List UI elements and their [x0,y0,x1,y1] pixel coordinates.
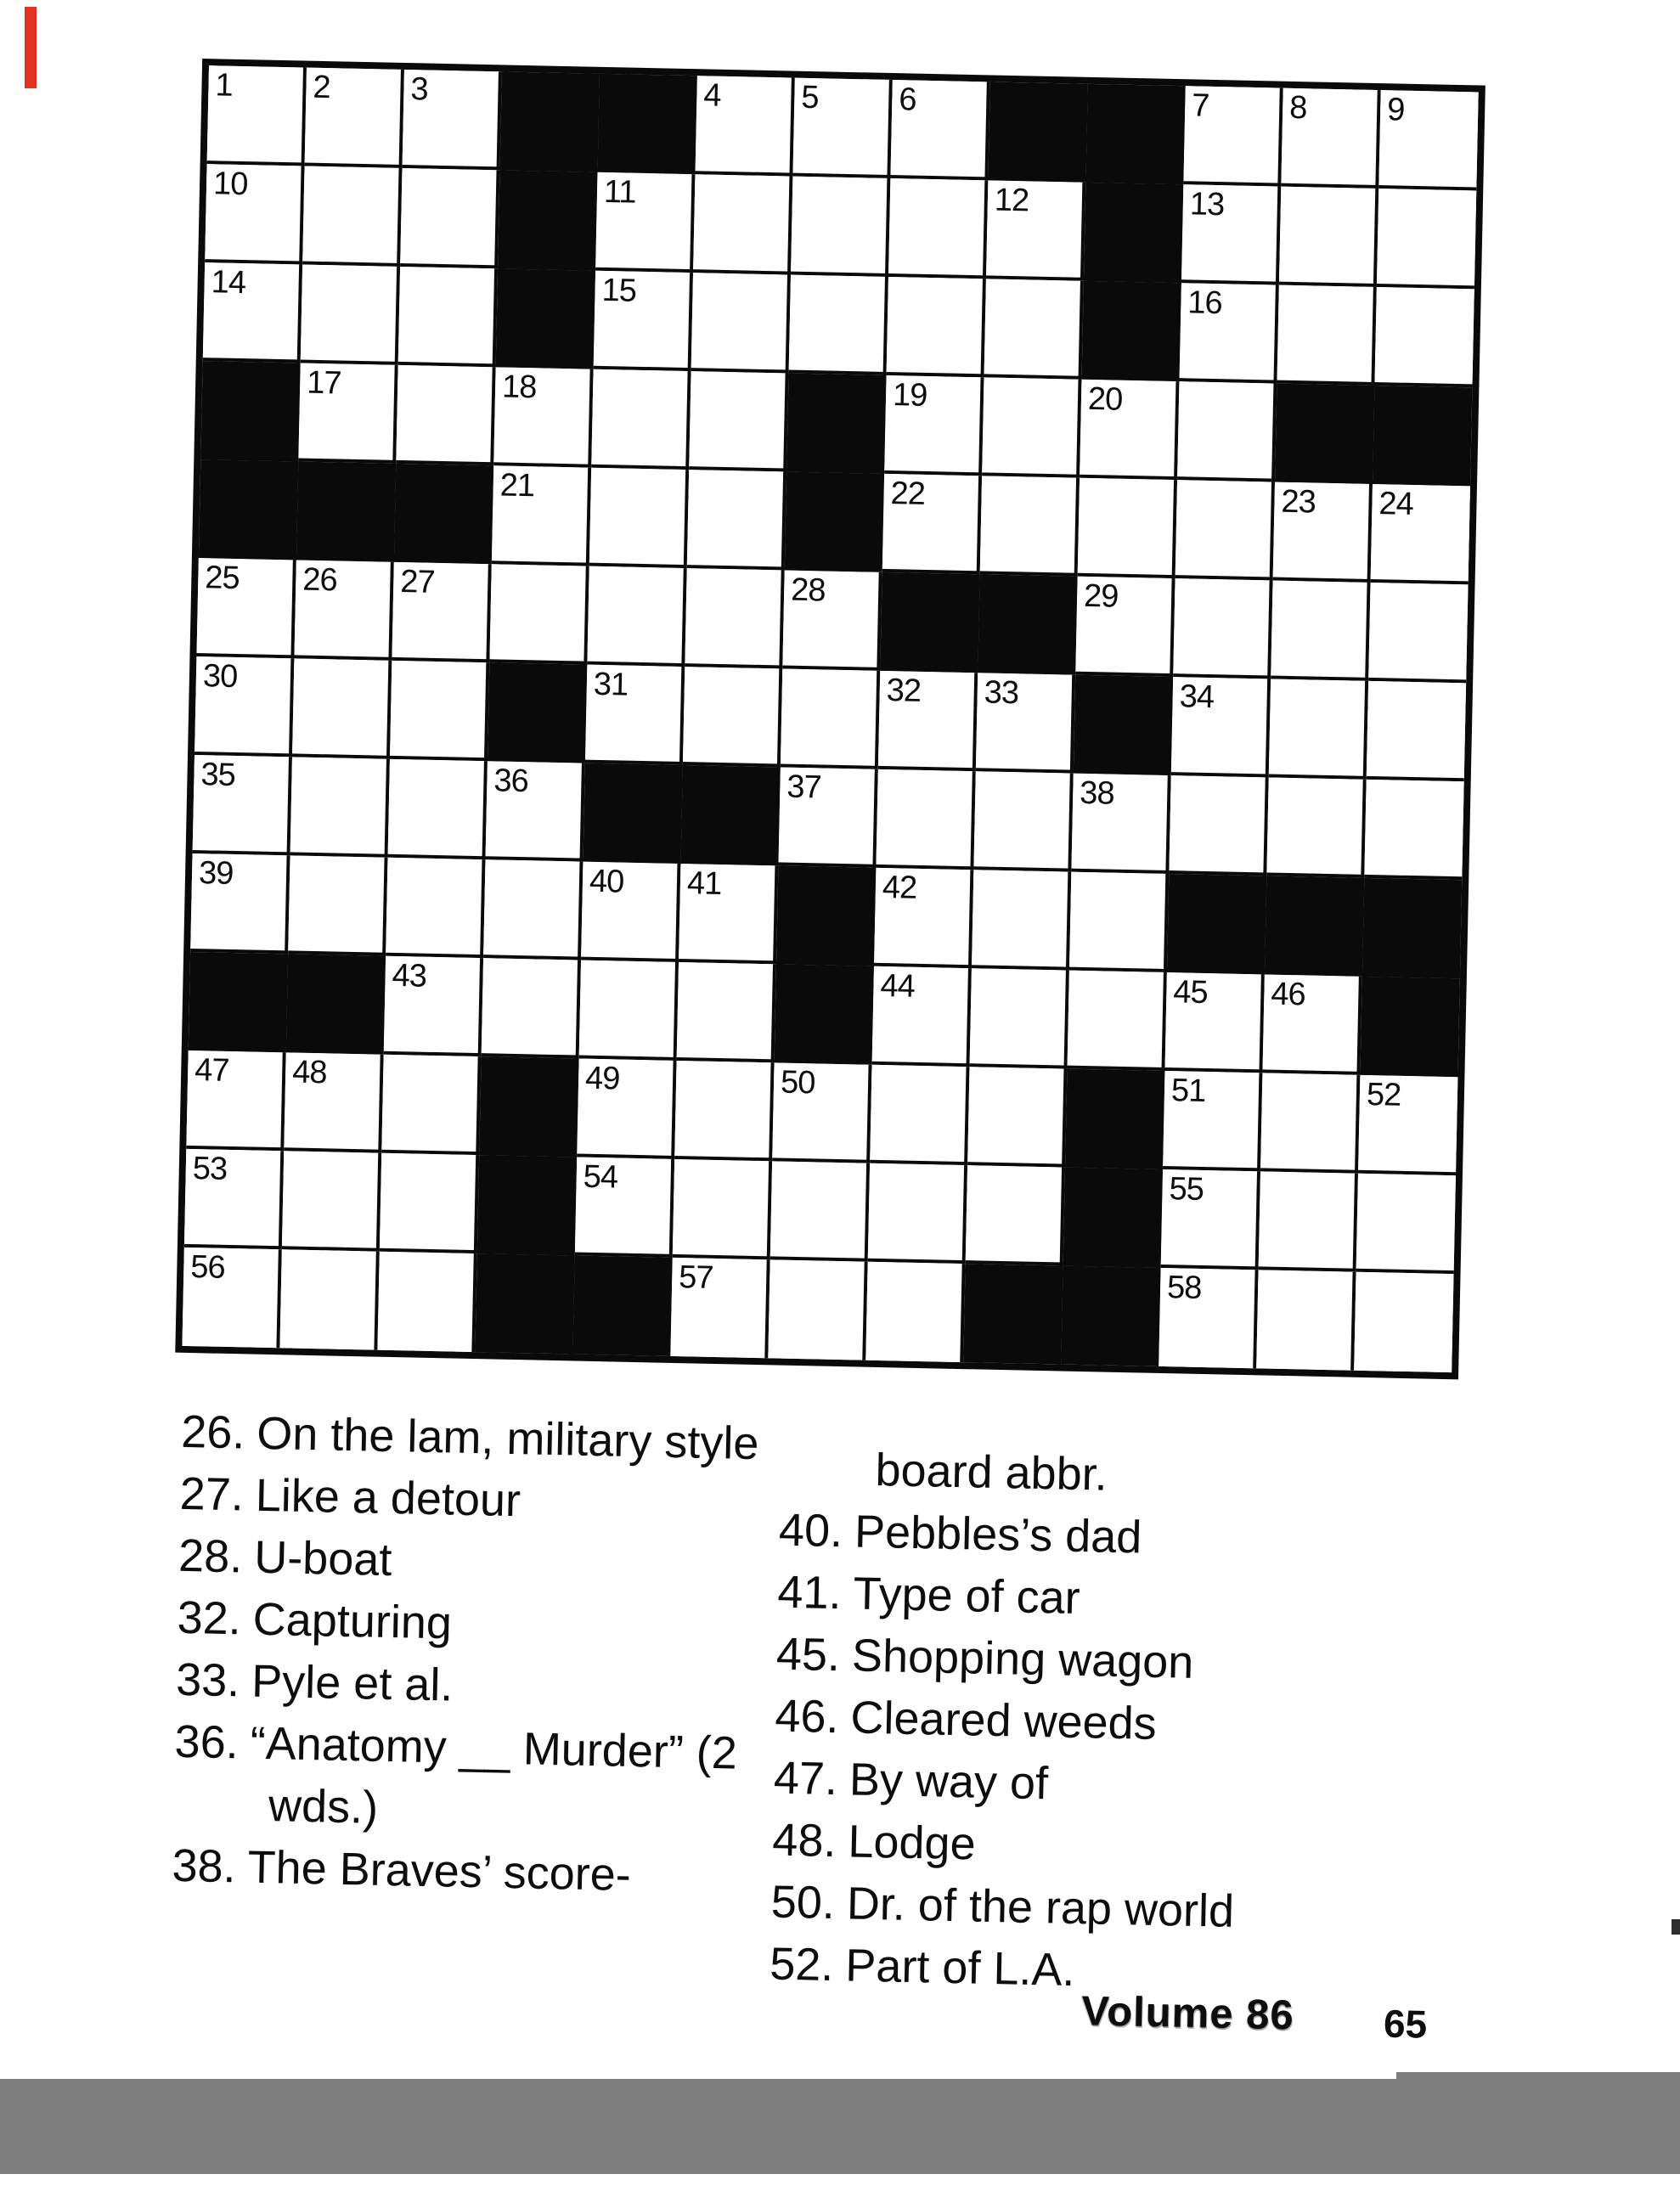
cell-number: 58 [1166,1270,1202,1306]
grid-cell [403,70,502,170]
grid-cell [868,1163,967,1264]
grid-cell [1078,478,1177,578]
grid-cell [670,1258,770,1358]
grid-cell [486,761,585,861]
grid-cell [190,853,290,954]
grid-cell [874,868,973,968]
cell-number: 42 [882,869,917,906]
cell-number: 54 [583,1158,618,1196]
grid-cell [589,468,689,568]
clue-text: Pebbles’s dad [854,1506,1142,1563]
grid-cell-black [394,464,493,564]
page-edge-notch [1672,1919,1680,1935]
grid-cell [1374,287,1474,387]
grid-cell [585,665,685,765]
down-clues-right-column [770,1438,1444,2009]
grid-cell [1377,189,1476,289]
cell-number: 8 [1288,89,1307,127]
grid-cell [781,668,880,769]
cell-number: 41 [686,865,722,903]
grid-cell [1259,1171,1358,1271]
cell-number: 48 [291,1054,327,1091]
grid-cell [982,377,1081,477]
grid-cell-black [496,268,595,369]
grid-cell [789,275,888,375]
grid-cell [587,566,686,667]
grid-cell-black [488,662,587,763]
grid-cell [193,755,292,855]
grid-cell [876,769,975,870]
cell-number: 9 [1386,92,1405,128]
grid-cell [973,771,1073,871]
grid-cell [1175,480,1275,580]
grid-cell-black [1085,84,1185,184]
grid-cell [1273,482,1373,583]
grid-cell-black [199,459,298,560]
grid-cell [1368,583,1468,683]
cell-number: 5 [800,79,819,116]
cell-number: 11 [603,173,636,211]
grid-cell-black [978,574,1077,674]
grid-cell [884,375,984,476]
grid-cell [1354,1272,1453,1372]
clue-number: 48. [771,1814,837,1867]
grid-cell-black [1275,384,1374,484]
grid-cell-black [880,572,979,673]
grid-cell [772,1062,871,1163]
clue-number: 50. [770,1876,836,1929]
grid-cell [1256,1270,1356,1370]
grid-cell [1358,1075,1457,1175]
clue-item [172,1835,767,1910]
grid-cell [398,267,498,367]
grid-cell [683,667,782,767]
cell-number: 35 [200,757,236,793]
grid-cell [290,757,390,857]
grid-cell [292,658,392,758]
grid-cell [1260,1073,1360,1173]
clue-text: Pyle et al. [251,1655,454,1711]
grid-cell [284,1052,383,1152]
grid-cell [203,262,302,363]
grid-cell [1068,971,1167,1071]
grid-cell-black [1362,878,1462,978]
grid-cell [1171,677,1271,777]
grid-cell-black [500,71,600,172]
grid-cell [581,862,680,962]
clue-number: 32. [177,1591,242,1645]
clue-number: 38. [172,1839,237,1893]
grid-cell [865,1262,965,1362]
grid-cell [1075,577,1175,677]
clue-text: The Braves’ score- [247,1841,632,1901]
clue-number: 36. [174,1715,240,1769]
grid-cell [970,968,1069,1068]
grid-cell-black [775,964,874,1064]
grid-cell [770,1161,870,1261]
grid-cell [575,1157,674,1258]
grid-cell [976,673,1075,773]
grid-cell [377,1252,476,1352]
grid-cell-black [479,1056,578,1157]
grid-cell [400,168,499,268]
grid-cell [967,1067,1067,1167]
grid-cell-black [200,361,300,461]
grid-cell-black [1082,281,1181,381]
grid-cell [1281,88,1380,189]
grid-cell-black [597,74,696,174]
cell-number: 33 [984,674,1019,712]
grid-cell [792,78,892,178]
grid-cell [677,962,776,1062]
grid-cell-black [583,763,682,864]
grid-cell [1367,681,1466,781]
grid-cell [984,279,1084,379]
scan-red-edge-mark [25,7,37,88]
cell-number: 57 [678,1259,713,1296]
clue-number: 33. [175,1653,240,1707]
grid-cell-black [296,461,396,561]
grid-cell [288,855,387,955]
grid-cell [1364,780,1463,880]
cell-number: 7 [1191,87,1209,124]
cell-number: 23 [1281,483,1316,521]
clue-text: Part of L.A. [844,1940,1076,1997]
scanner-gray-bar-right [1396,2072,1680,2174]
clue-number: 28. [178,1529,243,1583]
grid-cell [493,367,593,467]
grid-cell [186,1050,285,1151]
grid-cell-black [1265,876,1364,976]
grid-cell [1371,484,1470,584]
cell-number: 45 [1172,974,1209,1011]
grid-cell [882,474,982,574]
crossword-grid [175,59,1486,1379]
grid-cell [1173,578,1272,679]
grid-cell-black [1074,675,1173,775]
grid-cell [687,470,786,570]
grid-cell [679,864,778,964]
cell-number: 17 [306,364,341,402]
cell-number: 21 [499,467,535,504]
grid-cell-black [1167,874,1266,974]
grid-cell-black [189,952,288,1052]
grid-cell [872,966,972,1067]
down-clues-left-column [172,1401,776,1910]
cell-number: 2 [313,69,331,106]
grid-cell [386,858,485,958]
clue-number: 47. [773,1752,838,1805]
cell-number: 28 [790,572,826,609]
clue-text: Cleared weeds [849,1692,1158,1749]
volume-label: Volume 86 [1080,1988,1295,2039]
cell-number: 14 [211,264,246,301]
grid-cell [577,1059,676,1159]
grid-cell [182,1248,281,1348]
grid-cell [1164,972,1264,1073]
grid-cell-black [1061,1266,1160,1366]
grid-cell [1277,285,1376,386]
grid-cell [1169,775,1268,876]
grid-cell [1159,1268,1258,1368]
scanner-gray-bar-left [0,2079,1396,2174]
clue-text: “Anatomy __ Murder” (2 wds.) [250,1717,738,1833]
grid-cell [693,174,792,274]
grid-cell [1262,974,1361,1074]
cell-number: 30 [202,658,238,696]
grid-cell [390,661,489,761]
cell-number: 32 [886,673,922,709]
grid-cell [691,273,791,373]
grid-cell [1080,380,1179,480]
cell-number: 53 [192,1151,228,1187]
grid-cell [282,1151,381,1251]
clue-item [172,1711,770,1848]
cell-number: 20 [1087,380,1123,418]
grid-cell [888,178,988,279]
grid-cell-black [988,82,1087,182]
grid-cell-black [498,170,597,270]
cell-number: 13 [1189,186,1225,223]
grid-cell-black [572,1256,672,1356]
grid-cell [1356,1174,1456,1274]
grid-cell [791,177,890,277]
grid-cell-black [680,765,780,865]
grid-cell [1279,187,1378,287]
grid-cell [878,671,978,771]
cell-number: 26 [302,561,338,599]
clue-text: board abbr. [874,1444,1108,1501]
cell-number: 25 [204,560,240,597]
clue-text: Capturing [252,1593,453,1649]
grid-cell [1071,774,1170,874]
cell-number: 27 [399,564,436,600]
cell-number: 37 [786,769,822,806]
grid-cell-black [963,1264,1063,1364]
cell-number: 43 [392,957,427,994]
cell-number: 15 [601,272,637,309]
grid-cell [768,1259,867,1360]
clue-text: Type of car [852,1568,1081,1625]
grid-cell-black [1065,1069,1164,1169]
grid-cell [1271,581,1370,681]
grid-cell [1269,679,1368,780]
cell-number: 6 [898,82,916,118]
grid-cell [384,956,483,1056]
grid-cell-black [786,374,886,474]
cell-number: 51 [1170,1073,1206,1110]
grid-cell-black [477,1155,577,1255]
cell-number: 18 [501,369,537,406]
grid-cell [972,870,1071,970]
clue-text: Like a detour [255,1469,521,1527]
grid-cell-black [286,954,386,1054]
cell-number: 39 [198,855,234,892]
cell-number: 19 [892,377,927,414]
grid-cell [887,277,986,377]
grid-cell-black [1373,386,1472,486]
grid-cell [870,1065,969,1165]
grid-cell [782,570,882,670]
grid-cell [388,759,488,859]
cell-number: 22 [890,476,926,512]
cell-number: 29 [1083,577,1119,615]
cell-number: 10 [212,166,248,203]
cell-number: 52 [1366,1076,1401,1113]
clue-number: 41. [776,1566,843,1619]
clue-number: 45. [775,1628,841,1681]
grid-cell-black [776,865,876,966]
grid-cell-black [1063,1168,1163,1268]
cell-number: 1 [215,67,234,104]
grid-cell [595,172,695,273]
cell-number: 24 [1378,486,1414,522]
grid-cell [673,1159,772,1259]
grid-cell [483,859,583,960]
grid-cell [591,369,691,470]
cell-number: 16 [1187,284,1223,322]
grid-cell [579,960,679,1061]
grid-cell [194,656,294,757]
cell-number: 40 [589,863,624,900]
grid-cell [205,164,304,264]
clue-text: Dr. of the rap world [846,1878,1235,1937]
grid-cell [594,271,693,371]
cell-number: 55 [1169,1171,1204,1208]
clue-number: 26. [180,1405,246,1459]
grid-cell [396,365,495,465]
grid-cell [1179,283,1278,383]
grid-cell [685,568,784,668]
grid-cell [302,166,402,267]
grid-cell [196,558,296,658]
grid-cell [492,465,591,566]
clue-text: By way of [848,1754,1049,1810]
grid-cell [1378,90,1478,190]
clue-text: On the lam, military style [256,1407,760,1470]
grid-cell [1161,1169,1260,1270]
grid-cell [778,767,877,867]
grid-cell [392,562,491,662]
cell-number: 47 [194,1052,229,1089]
clue-number: 40. [778,1504,843,1557]
grid-cell [1163,1071,1262,1171]
cell-number: 36 [493,763,529,800]
clue-number: 27. [179,1467,245,1521]
grid-cell [1177,381,1277,482]
cell-number: 44 [880,967,916,1005]
grid-cell [482,958,581,1058]
grid-cell [381,1055,481,1155]
grid-cell [298,363,397,464]
grid-cell-black [785,472,884,572]
grid-cell [380,1153,479,1253]
cell-number: 38 [1079,774,1115,812]
clue-text: Shopping wagon [851,1630,1194,1688]
clue-text: U-boat [253,1531,393,1586]
cell-number: 46 [1270,976,1306,1013]
grid-cell-black [1360,977,1459,1077]
grid-cell [674,1061,774,1161]
clue-number: 46. [774,1690,840,1743]
grid-cell [1266,777,1366,877]
clue-number: 52. [769,1938,835,1991]
grid-cell [294,560,393,660]
cell-number: 56 [189,1249,226,1286]
clue-text: Lodge [847,1816,977,1870]
cell-number: 34 [1179,679,1215,716]
page-number-label: 65 [1383,2001,1428,2047]
grid-cell [305,68,404,168]
grid-cell [986,180,1085,280]
cell-number: 31 [593,666,629,703]
grid-cell [207,65,307,166]
cell-number: 4 [702,77,721,114]
grid-cell [1181,184,1281,284]
grid-cell [279,1249,379,1349]
grid-cell [689,371,788,471]
cell-number: 3 [410,71,429,108]
grid-cell [301,265,400,365]
grid-cell [184,1149,284,1249]
grid-cell [1183,86,1283,186]
grid-cell-black [475,1253,574,1354]
cell-number: 12 [994,182,1029,219]
grid-cell [489,564,589,664]
grid-cell [695,76,794,176]
grid-cell-black [1084,183,1183,283]
grid-cell [966,1165,1065,1265]
cell-number: 50 [780,1064,815,1101]
grid-cell [1069,872,1169,972]
cell-number: 49 [584,1060,620,1097]
grid-cell [980,476,1080,576]
grid-cell [890,80,989,180]
